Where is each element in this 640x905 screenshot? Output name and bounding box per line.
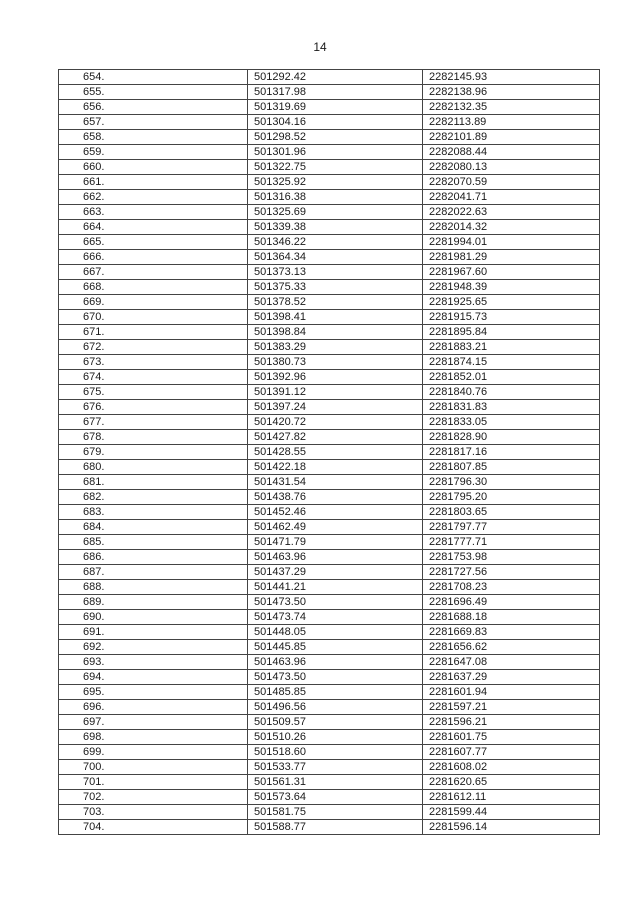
table-row <box>59 220 600 235</box>
y-coordinate-cell: 2282014.32 <box>423 220 600 235</box>
point-number-cell: 670. <box>59 310 248 325</box>
table-row <box>59 805 600 820</box>
y-coordinate-cell: 2281817.16 <box>423 445 600 460</box>
table-row <box>59 685 600 700</box>
table-row <box>59 670 600 685</box>
table-row <box>59 400 600 415</box>
table-row <box>59 340 600 355</box>
point-number-cell: 684. <box>59 520 248 535</box>
x-coordinate-cell: 501438.76 <box>248 490 423 505</box>
y-coordinate-cell: 2282080.13 <box>423 160 600 175</box>
table-row <box>59 385 600 400</box>
table-row <box>59 580 600 595</box>
x-coordinate-cell: 501561.31 <box>248 775 423 790</box>
table-row <box>59 700 600 715</box>
y-coordinate-cell: 2282138.96 <box>423 85 600 100</box>
page-number: 14 <box>313 40 327 54</box>
y-coordinate-cell: 2282113.89 <box>423 115 600 130</box>
y-coordinate-cell: 2281948.39 <box>423 280 600 295</box>
y-coordinate-cell: 2281688.18 <box>423 610 600 625</box>
x-coordinate-cell: 501533.77 <box>248 760 423 775</box>
point-number-cell: 688. <box>59 580 248 595</box>
point-number-cell: 664. <box>59 220 248 235</box>
y-coordinate-cell: 2282145.93 <box>423 70 600 85</box>
point-number-cell: 679. <box>59 445 248 460</box>
table-row <box>59 730 600 745</box>
point-number-cell: 669. <box>59 295 248 310</box>
x-coordinate-cell: 501301.96 <box>248 145 423 160</box>
x-coordinate-cell: 501473.74 <box>248 610 423 625</box>
point-number-cell: 676. <box>59 400 248 415</box>
table-row <box>59 115 600 130</box>
y-coordinate-cell: 2281708.23 <box>423 580 600 595</box>
x-coordinate-cell: 501422.18 <box>248 460 423 475</box>
point-number-cell: 683. <box>59 505 248 520</box>
point-number-cell: 672. <box>59 340 248 355</box>
x-coordinate-cell: 501509.57 <box>248 715 423 730</box>
x-coordinate-cell: 501518.60 <box>248 745 423 760</box>
table-row <box>59 355 600 370</box>
x-coordinate-cell: 501339.38 <box>248 220 423 235</box>
table-row <box>59 145 600 160</box>
y-coordinate-cell: 2281895.84 <box>423 325 600 340</box>
y-coordinate-cell: 2281925.65 <box>423 295 600 310</box>
table-row <box>59 775 600 790</box>
table-row <box>59 205 600 220</box>
y-coordinate-cell: 2281807.85 <box>423 460 600 475</box>
table-row <box>59 490 600 505</box>
table-row <box>59 430 600 445</box>
point-number-cell: 681. <box>59 475 248 490</box>
point-number-cell: 674. <box>59 370 248 385</box>
y-coordinate-cell: 2281796.30 <box>423 475 600 490</box>
x-coordinate-cell: 501445.85 <box>248 640 423 655</box>
x-coordinate-cell: 501392.96 <box>248 370 423 385</box>
point-number-cell: 700. <box>59 760 248 775</box>
y-coordinate-cell: 2281696.49 <box>423 595 600 610</box>
y-coordinate-cell: 2281833.05 <box>423 415 600 430</box>
x-coordinate-cell: 501427.82 <box>248 430 423 445</box>
point-number-cell: 673. <box>59 355 248 370</box>
x-coordinate-cell: 501485.85 <box>248 685 423 700</box>
point-number-cell: 682. <box>59 490 248 505</box>
y-coordinate-cell: 2281883.21 <box>423 340 600 355</box>
x-coordinate-cell: 501448.05 <box>248 625 423 640</box>
point-number-cell: 677. <box>59 415 248 430</box>
y-coordinate-cell: 2282022.63 <box>423 205 600 220</box>
point-number-cell: 698. <box>59 730 248 745</box>
y-coordinate-cell: 2281727.56 <box>423 565 600 580</box>
x-coordinate-cell: 501573.64 <box>248 790 423 805</box>
table-row <box>59 325 600 340</box>
table-row <box>59 595 600 610</box>
table-row <box>59 565 600 580</box>
x-coordinate-cell: 501420.72 <box>248 415 423 430</box>
table-row <box>59 445 600 460</box>
table-row <box>59 745 600 760</box>
x-coordinate-cell: 501292.42 <box>248 70 423 85</box>
y-coordinate-cell: 2281612.11 <box>423 790 600 805</box>
x-coordinate-cell: 501428.55 <box>248 445 423 460</box>
point-number-cell: 663. <box>59 205 248 220</box>
y-coordinate-cell: 2281601.75 <box>423 730 600 745</box>
x-coordinate-cell: 501581.75 <box>248 805 423 820</box>
y-coordinate-cell: 2281596.14 <box>423 820 600 835</box>
table-row <box>59 250 600 265</box>
y-coordinate-cell: 2281599.44 <box>423 805 600 820</box>
table-row <box>59 415 600 430</box>
table-row <box>59 460 600 475</box>
table-row <box>59 175 600 190</box>
x-coordinate-cell: 501588.77 <box>248 820 423 835</box>
table-row <box>59 640 600 655</box>
table-row <box>59 550 600 565</box>
x-coordinate-cell: 501364.34 <box>248 250 423 265</box>
point-number-cell: 702. <box>59 790 248 805</box>
point-number-cell: 691. <box>59 625 248 640</box>
point-number-cell: 667. <box>59 265 248 280</box>
x-coordinate-cell: 501397.24 <box>248 400 423 415</box>
point-number-cell: 657. <box>59 115 248 130</box>
y-coordinate-cell: 2281840.76 <box>423 385 600 400</box>
point-number-cell: 696. <box>59 700 248 715</box>
point-number-cell: 655. <box>59 85 248 100</box>
table-row <box>59 475 600 490</box>
table-row <box>59 655 600 670</box>
table-row <box>59 760 600 775</box>
x-coordinate-cell: 501322.75 <box>248 160 423 175</box>
y-coordinate-cell: 2281874.15 <box>423 355 600 370</box>
table-row <box>59 190 600 205</box>
point-number-cell: 666. <box>59 250 248 265</box>
x-coordinate-cell: 501398.84 <box>248 325 423 340</box>
table-row <box>59 310 600 325</box>
x-coordinate-cell: 501346.22 <box>248 235 423 250</box>
y-coordinate-cell: 2282041.71 <box>423 190 600 205</box>
x-coordinate-cell: 501473.50 <box>248 670 423 685</box>
y-coordinate-cell: 2281753.98 <box>423 550 600 565</box>
point-number-cell: 671. <box>59 325 248 340</box>
table-row <box>59 820 600 835</box>
point-number-cell: 697. <box>59 715 248 730</box>
x-coordinate-cell: 501463.96 <box>248 655 423 670</box>
x-coordinate-cell: 501398.41 <box>248 310 423 325</box>
x-coordinate-cell: 501473.50 <box>248 595 423 610</box>
y-coordinate-cell: 2281597.21 <box>423 700 600 715</box>
point-number-cell: 662. <box>59 190 248 205</box>
point-number-cell: 668. <box>59 280 248 295</box>
y-coordinate-cell: 2282070.59 <box>423 175 600 190</box>
x-coordinate-cell: 501462.49 <box>248 520 423 535</box>
x-coordinate-cell: 501496.56 <box>248 700 423 715</box>
point-number-cell: 693. <box>59 655 248 670</box>
y-coordinate-cell: 2281607.77 <box>423 745 600 760</box>
coordinates-table <box>58 69 600 835</box>
point-number-cell: 656. <box>59 100 248 115</box>
point-number-cell: 665. <box>59 235 248 250</box>
table-row <box>59 130 600 145</box>
table-row <box>59 535 600 550</box>
y-coordinate-cell: 2281647.08 <box>423 655 600 670</box>
x-coordinate-cell: 501471.79 <box>248 535 423 550</box>
x-coordinate-cell: 501510.26 <box>248 730 423 745</box>
point-number-cell: 703. <box>59 805 248 820</box>
x-coordinate-cell: 501378.52 <box>248 295 423 310</box>
table-row <box>59 505 600 520</box>
point-number-cell: 660. <box>59 160 248 175</box>
coordinates-table-body <box>59 70 600 835</box>
y-coordinate-cell: 2281795.20 <box>423 490 600 505</box>
point-number-cell: 690. <box>59 610 248 625</box>
table-row <box>59 265 600 280</box>
x-coordinate-cell: 501304.16 <box>248 115 423 130</box>
x-coordinate-cell: 501317.98 <box>248 85 423 100</box>
y-coordinate-cell: 2281596.21 <box>423 715 600 730</box>
table-row <box>59 520 600 535</box>
point-number-cell: 687. <box>59 565 248 580</box>
point-number-cell: 685. <box>59 535 248 550</box>
table-row <box>59 790 600 805</box>
x-coordinate-cell: 501375.33 <box>248 280 423 295</box>
y-coordinate-cell: 2281608.02 <box>423 760 600 775</box>
y-coordinate-cell: 2281828.90 <box>423 430 600 445</box>
point-number-cell: 680. <box>59 460 248 475</box>
table-row <box>59 370 600 385</box>
point-number-cell: 701. <box>59 775 248 790</box>
y-coordinate-cell: 2281601.94 <box>423 685 600 700</box>
x-coordinate-cell: 501391.12 <box>248 385 423 400</box>
table-row <box>59 70 600 85</box>
table-row <box>59 280 600 295</box>
table-row <box>59 715 600 730</box>
point-number-cell: 695. <box>59 685 248 700</box>
table-row <box>59 295 600 310</box>
y-coordinate-cell: 2281852.01 <box>423 370 600 385</box>
y-coordinate-cell: 2281797.77 <box>423 520 600 535</box>
x-coordinate-cell: 501463.96 <box>248 550 423 565</box>
y-coordinate-cell: 2281967.60 <box>423 265 600 280</box>
point-number-cell: 678. <box>59 430 248 445</box>
x-coordinate-cell: 501298.52 <box>248 130 423 145</box>
table-row <box>59 610 600 625</box>
x-coordinate-cell: 501325.92 <box>248 175 423 190</box>
x-coordinate-cell: 501325.69 <box>248 205 423 220</box>
point-number-cell: 654. <box>59 70 248 85</box>
table-row <box>59 235 600 250</box>
point-number-cell: 694. <box>59 670 248 685</box>
y-coordinate-cell: 2281994.01 <box>423 235 600 250</box>
y-coordinate-cell: 2281669.83 <box>423 625 600 640</box>
point-number-cell: 689. <box>59 595 248 610</box>
point-number-cell: 686. <box>59 550 248 565</box>
y-coordinate-cell: 2282088.44 <box>423 145 600 160</box>
y-coordinate-cell: 2281620.65 <box>423 775 600 790</box>
y-coordinate-cell: 2282132.35 <box>423 100 600 115</box>
point-number-cell: 658. <box>59 130 248 145</box>
y-coordinate-cell: 2281656.62 <box>423 640 600 655</box>
point-number-cell: 699. <box>59 745 248 760</box>
y-coordinate-cell: 2281803.65 <box>423 505 600 520</box>
y-coordinate-cell: 2281777.71 <box>423 535 600 550</box>
table-row <box>59 100 600 115</box>
y-coordinate-cell: 2281831.83 <box>423 400 600 415</box>
y-coordinate-cell: 2282101.89 <box>423 130 600 145</box>
x-coordinate-cell: 501380.73 <box>248 355 423 370</box>
table-row <box>59 160 600 175</box>
point-number-cell: 692. <box>59 640 248 655</box>
y-coordinate-cell: 2281981.29 <box>423 250 600 265</box>
x-coordinate-cell: 501431.54 <box>248 475 423 490</box>
y-coordinate-cell: 2281915.73 <box>423 310 600 325</box>
point-number-cell: 659. <box>59 145 248 160</box>
table-row <box>59 625 600 640</box>
point-number-cell: 704. <box>59 820 248 835</box>
table-row <box>59 85 600 100</box>
x-coordinate-cell: 501452.46 <box>248 505 423 520</box>
x-coordinate-cell: 501437.29 <box>248 565 423 580</box>
y-coordinate-cell: 2281637.29 <box>423 670 600 685</box>
point-number-cell: 675. <box>59 385 248 400</box>
x-coordinate-cell: 501319.69 <box>248 100 423 115</box>
x-coordinate-cell: 501316.38 <box>248 190 423 205</box>
point-number-cell: 661. <box>59 175 248 190</box>
x-coordinate-cell: 501383.29 <box>248 340 423 355</box>
x-coordinate-cell: 501373.13 <box>248 265 423 280</box>
x-coordinate-cell: 501441.21 <box>248 580 423 595</box>
